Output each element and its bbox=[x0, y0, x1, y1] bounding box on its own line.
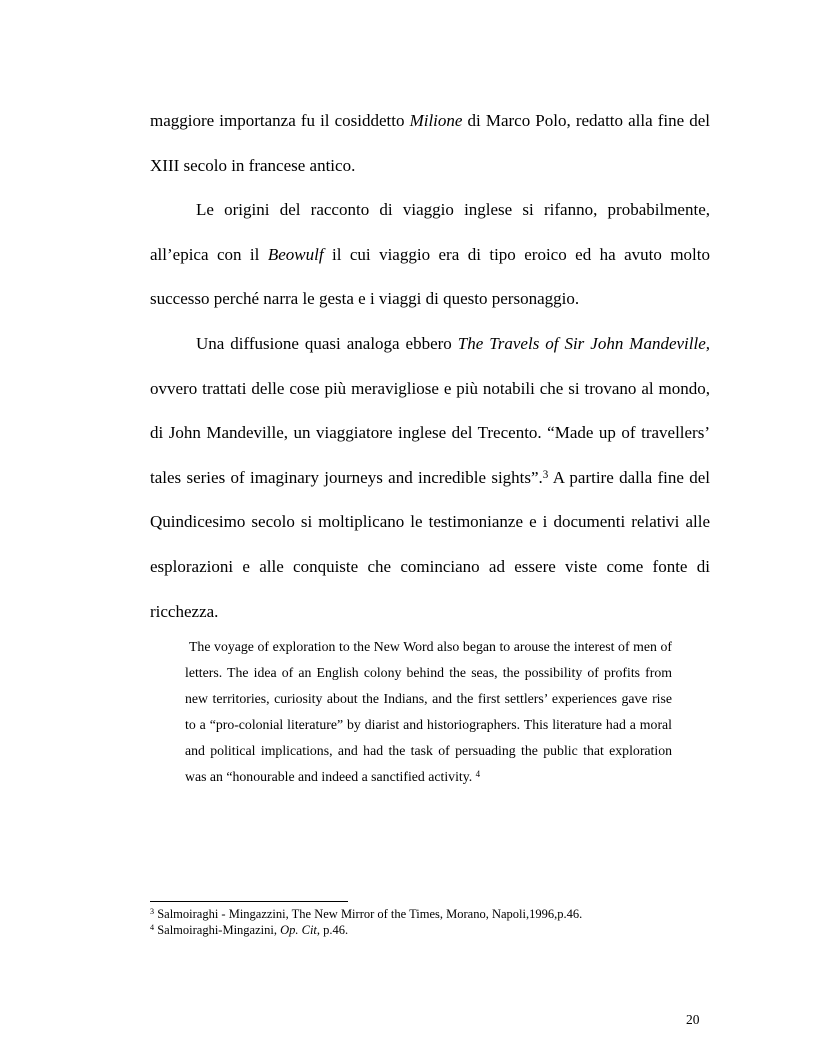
footnote-reference-3: 3 bbox=[542, 468, 549, 481]
footnote-reference-4: 4 bbox=[475, 769, 481, 780]
text-run: maggiore importanza fu il cosiddetto bbox=[150, 111, 410, 130]
footnote-text: Salmoiraghi-Mingazini, bbox=[154, 922, 281, 937]
footnote-separator bbox=[150, 901, 348, 902]
block-quote bbox=[185, 634, 672, 790]
text-run: il cui viaggio era di tipo eroico ed ha avuto molto successo perché narra le gesta e i viaggi di questo personaggio. bbox=[150, 244, 710, 309]
footnote-text: Salmoiraghi - Mingazzini, The New Mirror of the Times, Morano, Napoli,1996,p.46. bbox=[154, 907, 583, 921]
footnote-text: , p.46. bbox=[316, 922, 349, 937]
book-title-milione: Milione bbox=[409, 111, 463, 130]
text-run: Le origini del racconto di viaggio inglese si rifanno, probabilmente, all’epica con il bbox=[150, 200, 710, 264]
footnote-marker-4: 4 bbox=[150, 922, 155, 932]
page-number: 20 bbox=[686, 1012, 700, 1027]
paragraph-origini bbox=[150, 188, 710, 322]
footnote-marker-3: 3 bbox=[150, 907, 155, 917]
page-body bbox=[150, 99, 710, 790]
footnote-4 bbox=[150, 923, 710, 939]
text-run: Una diffusione quasi analoga ebbero bbox=[196, 333, 458, 353]
book-title-travels: The Travels of Sir John Mandeville, bbox=[457, 333, 710, 353]
quote-text: The voyage of exploration to the New Word also began to arouse the interest of men of letters. The idea of an English colony behind the seas, the possibility of profits from new territories, curiosity about the Indians, and the first settlers’ experiences gave rise to a “pro-colonial literature” by diarist and historiographers. This literature had a moral and political implications, and had the task of persuading the public that exploration was an “honourable and indeed a sanctified activity. bbox=[185, 639, 672, 785]
footnotes-section bbox=[150, 901, 710, 938]
book-title-beowulf: Beowulf bbox=[267, 244, 324, 264]
paragraph-milione bbox=[150, 99, 710, 188]
text-run: di Marco Polo, redatto alla fine del XIII secolo in francese antico. bbox=[150, 111, 711, 175]
text-run: A partire dalla fine del Quindicesimo secolo si moltiplicano le testimonianze e i documenti relativi alle esplorazioni e alle conquiste che cominciano ad essere viste come fonte di ricchezza. bbox=[150, 467, 710, 621]
paragraph-mandeville bbox=[150, 322, 710, 634]
op-cit-reference: Op. Cit bbox=[280, 922, 317, 937]
footnote-3 bbox=[150, 907, 710, 923]
text-run: ovvero trattati delle cose più meravigliose e più notabili che si trovano al mondo, di John Mandeville, un viaggiatore inglese del Trecento. “Made up of travellers’ tales series of imaginary journeys and incredible sights”. bbox=[150, 378, 710, 487]
